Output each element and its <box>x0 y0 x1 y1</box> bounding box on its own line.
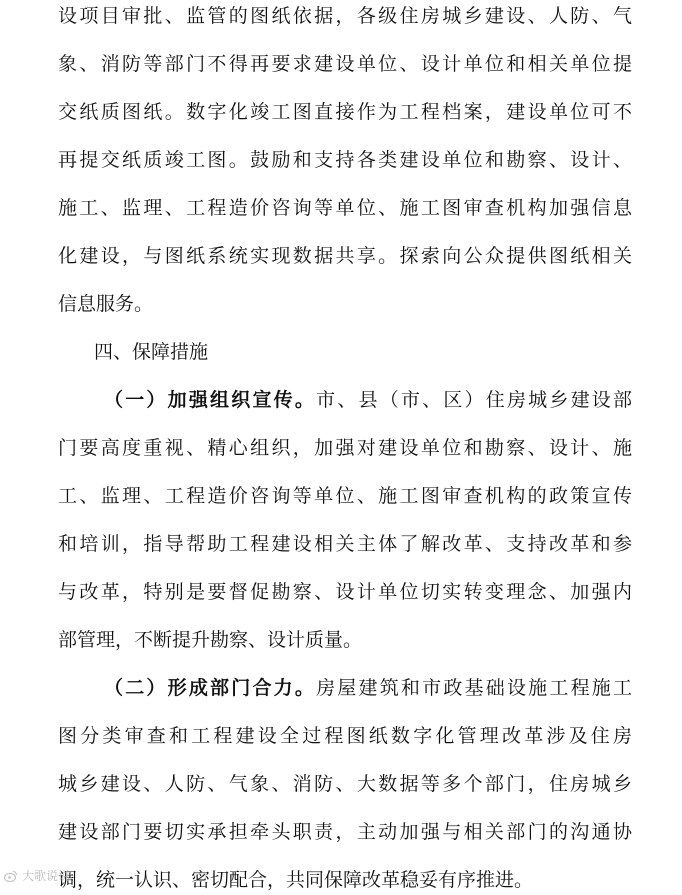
item-2-first-line <box>104 673 632 703</box>
item-2-first-line-text: 房屋建筑和市政基础设施工程施工 <box>316 677 632 699</box>
item-1-line-4: 和培训，指导帮助工程建设相关主体了解改革、支持改革和参 <box>58 533 632 555</box>
item-1-line-2: 门要高度重视、精心组织，加强对建设单位和勘察、设计、施 <box>58 437 632 459</box>
body-line-2: 象、消防等部门不得再要求建设单位、设计单位和相关单位提 <box>58 53 632 75</box>
item-2-title: （二）形成部门合力。 <box>104 677 317 699</box>
item-1-first-line-text: 市、县（市、区）住房城乡建设部 <box>316 389 632 411</box>
item-1-line-3: 工、监理、工程造价咨询等单位、施工图审查机构的政策宣传 <box>58 485 632 507</box>
item-1-title: （一）加强组织宣传。 <box>104 389 317 411</box>
item-1-first-line <box>104 385 632 415</box>
section-heading: 四、保障措施 <box>94 341 209 363</box>
body-line-1: 设项目审批、监管的图纸依据，各级住房城乡建设、人防、气 <box>58 5 632 27</box>
item-1-line-5: 与改革，特别是要督促勘察、设计单位切实转变理念、加强内 <box>58 581 632 603</box>
weibo-logo-icon <box>4 869 18 883</box>
watermark <box>4 867 70 884</box>
body-line-7: 信息服务。 <box>58 293 154 315</box>
body-line-5: 施工、监理、工程造价咨询等单位、施工图审查机构加强信息 <box>58 197 632 219</box>
item-1-line-6: 部管理，不断提升勘察、设计质量。 <box>58 629 363 651</box>
body-line-6: 化建设，与图纸系统实现数据共享。探索向公众提供图纸相关 <box>58 245 632 267</box>
item-2-line-2: 图分类审查和工程建设全过程图纸数字化管理改革涉及住房 <box>58 725 632 747</box>
item-2-line-4: 建设部门要切实承担牵头职责，主动加强与相关部门的沟通协 <box>58 821 632 843</box>
body-line-4: 再提交纸质竣工图。鼓励和支持各类建设单位和勘察、设计、 <box>58 149 632 171</box>
body-line-3: 交纸质图纸。数字化竣工图直接作为工程档案，建设单位可不 <box>58 101 632 123</box>
item-2-line-5: 调，统一认识、密切配合，共同保障改革稳妥有序推进。 <box>58 869 534 891</box>
watermark-text: 大歌说说 <box>22 869 71 883</box>
item-2-line-3: 城乡建设、人防、气象、消防、大数据等多个部门，住房城乡 <box>58 773 632 795</box>
